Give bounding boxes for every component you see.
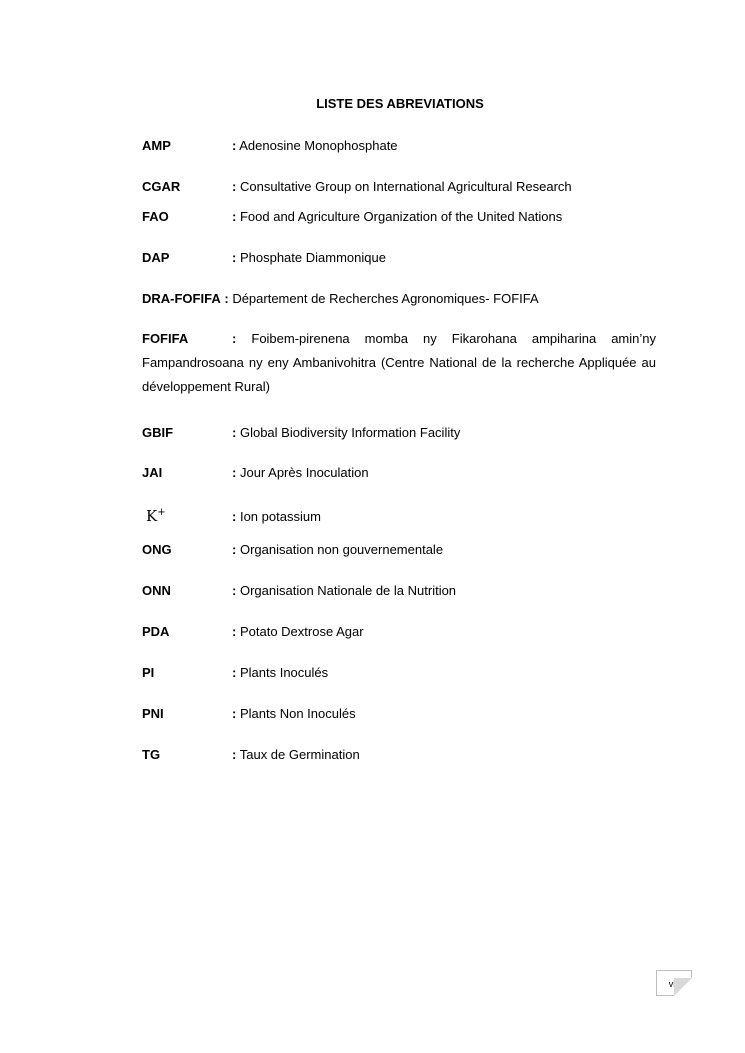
abbreviation-definition: Département de Recherches Agronomiques- FOFIFA [232, 291, 539, 306]
abbreviation-term [142, 505, 232, 524]
abbreviation-entry-pni [142, 706, 656, 722]
symbol-superscript-plus: + [157, 507, 166, 518]
abbreviation-definition: Organisation non gouvernementale [239, 542, 444, 557]
page-number: viii [656, 970, 692, 996]
separator-colon: : [232, 665, 237, 680]
abbreviation-term: PNI [142, 706, 164, 721]
abbreviation-term: JAI [142, 465, 163, 480]
separator-colon: : [232, 509, 237, 524]
abbreviation-definition: Organisation Nationale de la Nutrition [239, 583, 457, 598]
abbreviation-term: TG [142, 747, 161, 762]
abbreviation-term: AMP [142, 138, 171, 153]
abbreviation-definition: Jour Après Inoculation [239, 465, 369, 480]
abbreviation-entry-dra-fofifa [142, 291, 656, 307]
abbreviation-entry-ong [142, 542, 656, 558]
abbreviation-entry-dap [142, 250, 656, 266]
separator-colon: : [232, 542, 237, 557]
separator-colon: : [232, 331, 237, 346]
separator-colon: : [232, 250, 237, 265]
separator-colon: : [224, 291, 229, 306]
abbreviation-definition: Phosphate Diammonique [239, 250, 386, 265]
abbreviation-definition: Global Biodiversity Information Facility [239, 425, 461, 440]
abbreviation-entry-tg [142, 747, 656, 763]
abbreviation-definition: Plants Non Inoculés [239, 706, 356, 721]
symbol-k: K [146, 507, 158, 525]
abbreviation-definition: Adenosine Monophosphate [239, 138, 398, 153]
abbreviation-term: DAP [142, 250, 170, 265]
separator-colon: : [232, 138, 237, 153]
page-title: LISTE DES ABREVIATIONS [316, 96, 484, 111]
abbreviation-definition: Plants Inoculés [239, 665, 329, 680]
abbreviation-definition: Consultative Group on International Agricultural Research [239, 179, 572, 194]
abbreviation-entry-pda [142, 624, 656, 640]
separator-colon: : [232, 583, 237, 598]
abbreviation-term: GBIF [142, 425, 174, 440]
separator-colon: : [232, 747, 237, 762]
abbreviation-term: PDA [142, 624, 170, 639]
separator-colon: : [232, 179, 237, 194]
abbreviation-entry-onn [142, 583, 656, 599]
abbreviation-entry-pi [142, 665, 656, 681]
separator-colon: : [232, 624, 237, 639]
abbreviation-term: FOFIFA [142, 331, 189, 346]
abbreviation-definition: Foibem-pirenena momba ny Fikarohana ampiharina amin’ny Fampandrosoana ny eny Ambanivohitra (Centre National de la recherche Appliquée au développement Rural) [142, 331, 656, 394]
abbreviation-definition: Potato Dextrose Agar [239, 624, 364, 639]
abbreviation-term: ONN [142, 583, 171, 598]
separator-colon: : [232, 465, 237, 480]
abbreviation-term: PI [142, 665, 155, 680]
abbreviation-term: ONG [142, 542, 172, 557]
abbreviation-definition: Taux de Germination [239, 747, 360, 762]
abbreviation-definition: Food and Agriculture Organization of the United Nations [239, 209, 563, 224]
abbreviation-entry-cgar [142, 179, 656, 195]
abbreviation-entry-k-plus [142, 505, 656, 525]
abbreviation-term: DRA-FOFIFA [142, 291, 221, 306]
abbreviation-definition: Ion potassium [239, 509, 321, 524]
separator-colon: : [232, 706, 237, 721]
separator-colon: : [232, 209, 237, 224]
abbreviation-term: FAO [142, 209, 169, 224]
abbreviation-term: CGAR [142, 179, 181, 194]
abbreviation-entry-gbif [142, 425, 656, 441]
separator-colon: : [232, 425, 237, 440]
abbreviation-entry-jai [142, 465, 656, 481]
abbreviation-entry-fofifa [142, 327, 656, 399]
abbreviation-entry-amp [142, 138, 656, 154]
abbreviation-entry-fao [142, 209, 656, 225]
